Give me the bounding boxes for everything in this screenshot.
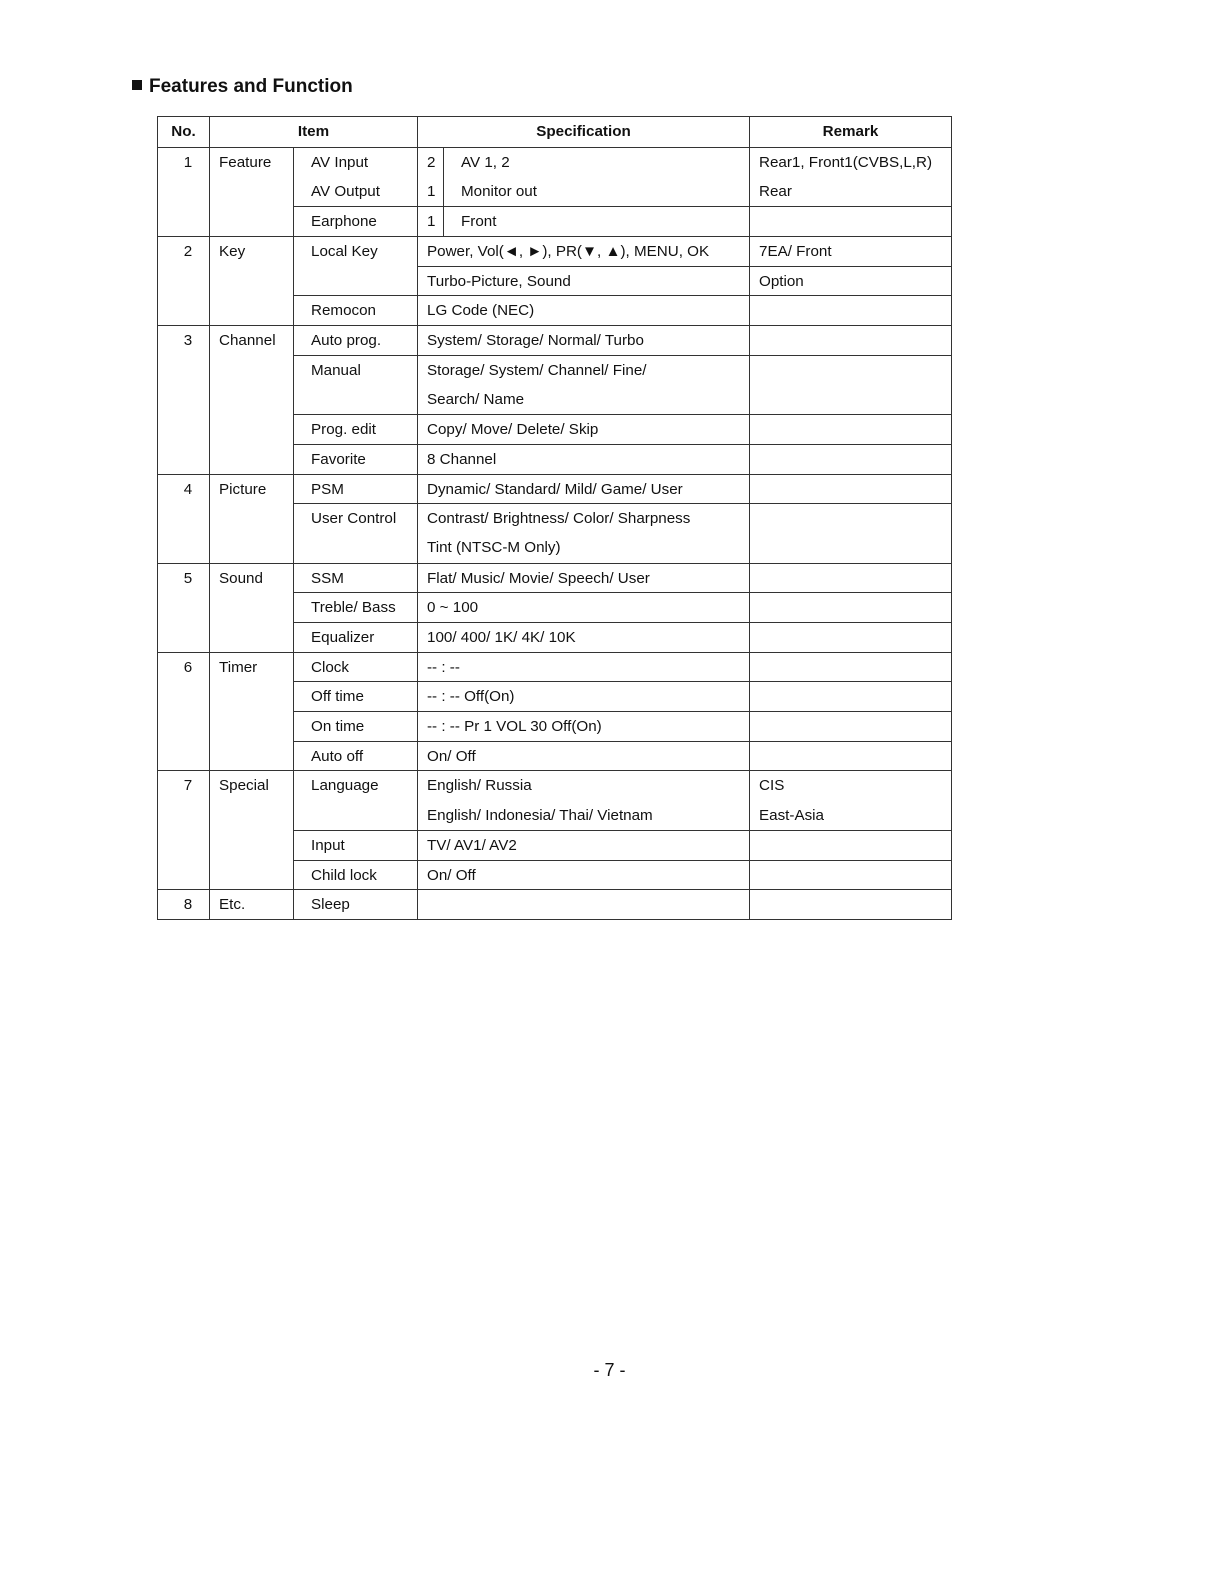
spec-text: LG Code (NEC) — [418, 296, 750, 326]
remark-text — [750, 623, 952, 653]
item-name: Input — [294, 830, 418, 860]
remark-text: East-Asia — [750, 801, 952, 831]
row-number: 5 — [158, 563, 210, 652]
group-name: Feature — [210, 148, 294, 237]
item-name: On time — [294, 712, 418, 742]
spec-text — [418, 890, 750, 920]
item-name: Remocon — [294, 296, 418, 326]
header-spec: Specification — [418, 117, 750, 148]
group-name: Timer — [210, 652, 294, 771]
spec-text: Contrast/ Brightness/ Color/ Sharpness — [418, 504, 750, 534]
remark-text: Option — [750, 266, 952, 296]
remark-text — [750, 593, 952, 623]
spec-text: -- : -- Pr 1 VOL 30 Off(On) — [418, 712, 750, 742]
spec-text: -- : -- Off(On) — [418, 682, 750, 712]
remark-text — [750, 860, 952, 890]
item-name: Earphone — [294, 207, 418, 237]
spec-text: On/ Off — [418, 860, 750, 890]
table-row — [158, 563, 952, 593]
group-name: Picture — [210, 474, 294, 563]
item-name: AV Output — [294, 177, 418, 207]
item-name: Manual — [294, 355, 418, 414]
remark-text — [750, 890, 952, 920]
header-item: Item — [210, 117, 418, 148]
row-number: 6 — [158, 652, 210, 771]
remark-text — [750, 415, 952, 445]
item-name: PSM — [294, 474, 418, 504]
spec-text: Search/ Name — [418, 385, 750, 415]
item-name: Language — [294, 771, 418, 830]
remark-text — [750, 504, 952, 563]
row-number: 2 — [158, 237, 210, 326]
spec-count: 2 — [418, 148, 444, 178]
spec-text: 0 ~ 100 — [418, 593, 750, 623]
spec-text: Flat/ Music/ Movie/ Speech/ User — [418, 563, 750, 593]
remark-text — [750, 326, 952, 356]
remark-text: CIS — [750, 771, 952, 801]
spec-text: Front — [444, 207, 750, 237]
item-name: Sleep — [294, 890, 418, 920]
item-name: Local Key — [294, 237, 418, 296]
table-header-row — [158, 117, 952, 148]
section-heading — [132, 76, 353, 98]
item-name: Off time — [294, 682, 418, 712]
spec-text: AV 1, 2 — [444, 148, 750, 178]
spec-text: English/ Indonesia/ Thai/ Vietnam — [418, 801, 750, 831]
remark-text — [750, 830, 952, 860]
item-name: Prog. edit — [294, 415, 418, 445]
item-name: Treble/ Bass — [294, 593, 418, 623]
header-no: No. — [158, 117, 210, 148]
spec-text: Dynamic/ Standard/ Mild/ Game/ User — [418, 474, 750, 504]
remark-text — [750, 712, 952, 742]
remark-text — [750, 563, 952, 593]
table-row — [158, 890, 952, 920]
features-table — [157, 116, 952, 920]
bullet-square-icon — [132, 80, 142, 90]
group-name: Channel — [210, 326, 294, 474]
table-row — [158, 474, 952, 504]
remark-text — [750, 296, 952, 326]
table-row — [158, 771, 952, 801]
remark-text — [750, 474, 952, 504]
table-row — [158, 237, 952, 267]
group-name: Key — [210, 237, 294, 326]
group-name: Special — [210, 771, 294, 890]
remark-text: Rear1, Front1(CVBS,L,R) — [750, 148, 952, 178]
spec-text: System/ Storage/ Normal/ Turbo — [418, 326, 750, 356]
remark-text — [750, 682, 952, 712]
remark-text — [750, 652, 952, 682]
remark-text — [750, 444, 952, 474]
remark-text — [750, 355, 952, 414]
spec-text: Monitor out — [444, 177, 750, 207]
item-name: Favorite — [294, 444, 418, 474]
spec-text: TV/ AV1/ AV2 — [418, 830, 750, 860]
remark-text — [750, 741, 952, 771]
spec-text: 8 Channel — [418, 444, 750, 474]
group-name: Etc. — [210, 890, 294, 920]
row-number: 8 — [158, 890, 210, 920]
group-name: Sound — [210, 563, 294, 652]
spec-text: On/ Off — [418, 741, 750, 771]
remark-text: Rear — [750, 177, 952, 207]
item-name: Auto off — [294, 741, 418, 771]
row-number: 3 — [158, 326, 210, 474]
item-name: Equalizer — [294, 623, 418, 653]
page-number: - 7 - — [593, 1360, 626, 1380]
spec-text: 100/ 400/ 1K/ 4K/ 10K — [418, 623, 750, 653]
header-remark: Remark — [750, 117, 952, 148]
item-name: AV Input — [294, 148, 418, 178]
spec-text: Storage/ System/ Channel/ Fine/ — [418, 355, 750, 385]
row-number: 1 — [158, 148, 210, 237]
spec-text: Copy/ Move/ Delete/ Skip — [418, 415, 750, 445]
spec-text: Power, Vol(◄, ►), PR(▼, ▲), MENU, OK — [418, 237, 750, 267]
item-name: Child lock — [294, 860, 418, 890]
spec-text: Turbo-Picture, Sound — [418, 266, 750, 296]
spec-text: -- : -- — [418, 652, 750, 682]
remark-text — [750, 207, 952, 237]
remark-text: 7EA/ Front — [750, 237, 952, 267]
spec-count: 1 — [418, 177, 444, 207]
table-row — [158, 652, 952, 682]
item-name: User Control — [294, 504, 418, 563]
section-title: Features and Function — [149, 76, 353, 97]
item-name: Auto prog. — [294, 326, 418, 356]
spec-text: English/ Russia — [418, 771, 750, 801]
spec-text: Tint (NTSC-M Only) — [418, 533, 750, 563]
row-number: 7 — [158, 771, 210, 890]
item-name: SSM — [294, 563, 418, 593]
item-name: Clock — [294, 652, 418, 682]
table-row — [158, 148, 952, 178]
table-row — [158, 326, 952, 356]
spec-count: 1 — [418, 207, 444, 237]
row-number: 4 — [158, 474, 210, 563]
